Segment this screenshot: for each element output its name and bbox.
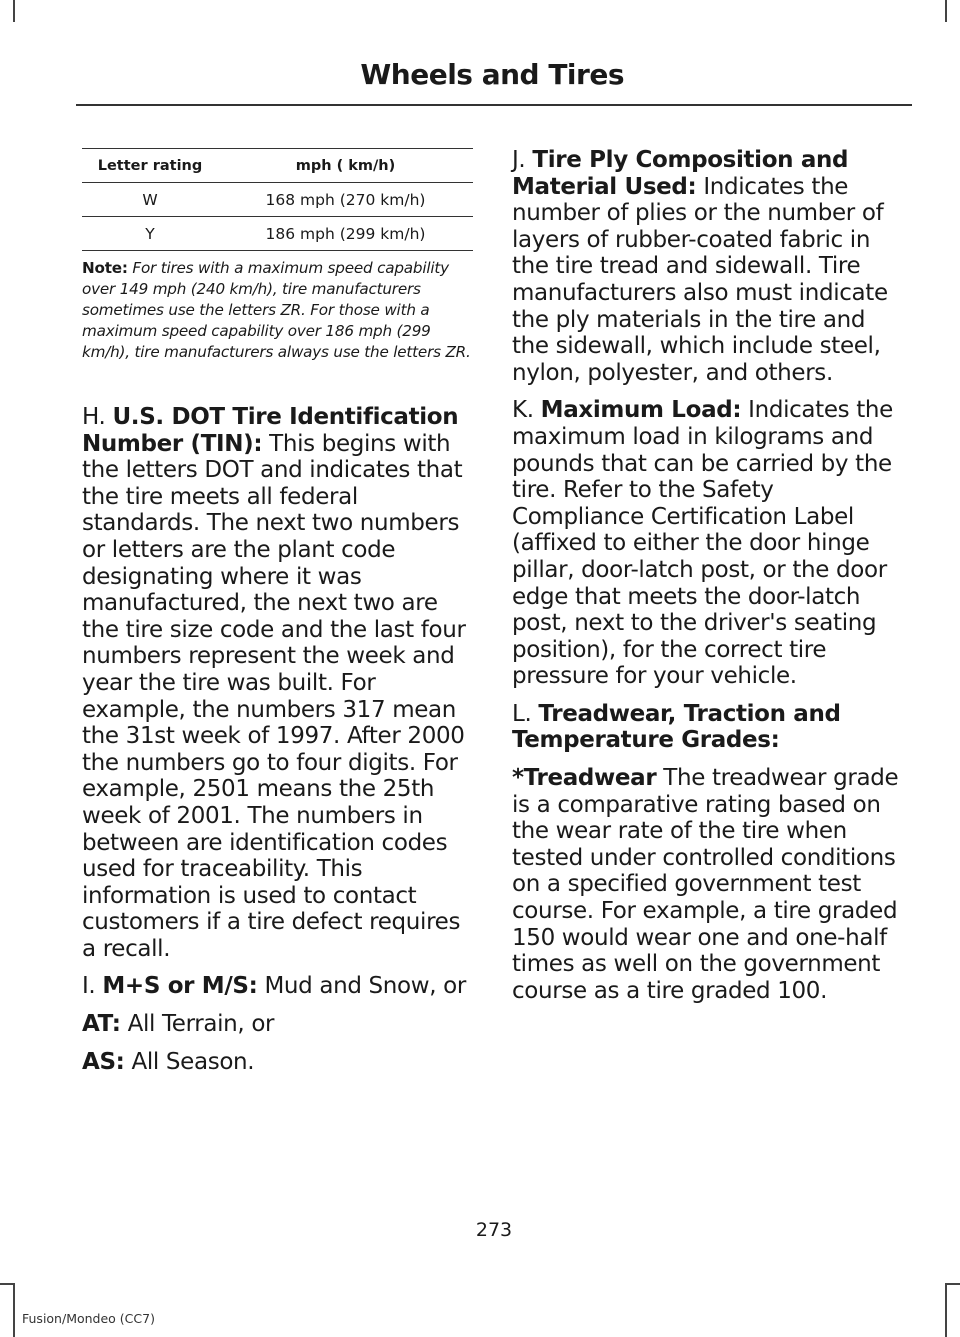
table-cell-speed: 168 mph (270 km/h) (218, 183, 473, 217)
term-mud-snow: M+S or M/S: (102, 973, 258, 1000)
item-prefix-j: J. (512, 147, 526, 173)
table-header-letter-rating: Letter rating (82, 149, 218, 183)
crop-mark-top-right (945, 0, 947, 22)
paragraph-at (82, 1011, 476, 1038)
note-label: Note: (82, 259, 128, 277)
table-cell-letter: W (82, 183, 218, 217)
crop-mark-bottom-left-vertical (13, 1283, 15, 1337)
section-title: Wheels and Tires (360, 58, 624, 91)
left-column (82, 404, 476, 1086)
paragraph-j (512, 147, 908, 386)
table-header-speed: mph ( km/h) (218, 149, 473, 183)
table-cell-letter: Y (82, 217, 218, 251)
page-number: 273 (475, 1219, 513, 1241)
text-ply-composition: Indicates the number of plies or the number of layers of rubber-coated fabric in the tire tread and sidewall. Tire manufacturers also must indicate the ply materials in the tire and the sidewall, which include steel, nylon, polyester, and others. (512, 173, 888, 386)
crop-mark-bottom-right-horizontal (945, 1283, 960, 1285)
term-maximum-load: Maximum Load: (540, 397, 742, 424)
table-cell-speed: 186 mph (299 km/h) (218, 217, 473, 251)
text-tin: This begins with the letters DOT and indicates that the tire meets all federal standards. The next two numbers or letters are the plant code designating where it was manufactured, the next two are the tire size code and the last four numbers represent the week and year the tire was built. For example, the numbers 317 mean the 31st week of 1997. After 2000 the numbers go to four digits. For example, 2501 means the 25th week of 2001. The numbers in between are identification codes used for traceability. This information is used to contact customers if a tire defect requires a recall. (82, 430, 466, 962)
text-all-season: All Season. (131, 1048, 255, 1075)
item-prefix-l: L. (512, 700, 532, 727)
text-all-terrain: All Terrain, or (127, 1011, 275, 1038)
paragraph-treadwear (512, 765, 908, 1004)
term-ply-composition: Tire Ply Composition and Material Used: (512, 147, 849, 200)
paragraph-l (512, 701, 908, 754)
speed-rating-table (82, 148, 473, 251)
item-prefix-h: H. (82, 404, 106, 430)
table-row (82, 217, 473, 251)
crop-mark-bottom-right-vertical (945, 1283, 947, 1337)
term-utqg: Treadwear, Traction and Temperature Grades: (512, 700, 841, 754)
paragraph-h (82, 404, 476, 962)
paragraph-as (82, 1049, 476, 1076)
crop-mark-top-left (13, 0, 15, 22)
note-text: For tires with a maximum speed capability over 149 mph (240 km/h), tire manufacturers sometimes use the letters ZR. For those with a maximum speed capability over 186 mph (299 km/h), tire manufacturers always use the letters ZR. (82, 259, 471, 361)
text-maximum-load: Indicates the maximum load in kilograms and pounds that can be carried by the tire. Refer to the Safety Compliance Certification Label (affixed to either the door hinge pillar, door-latch post, or the door edge that meets the door-latch post, next to the driver's seating position), for the correct tire pressure for your vehicle. (512, 397, 893, 690)
term-treadwear: *Treadwear (512, 765, 657, 792)
speed-note (82, 258, 476, 363)
right-column (512, 147, 908, 1015)
footer-model: Fusion/Mondeo (CC7) (22, 1311, 155, 1326)
item-prefix-i: I. (82, 973, 96, 1000)
paragraph-i (82, 973, 476, 1000)
term-all-season: AS: (82, 1048, 125, 1075)
crop-mark-bottom-left-horizontal (0, 1283, 15, 1285)
text-mud-snow: Mud and Snow, or (264, 973, 466, 1000)
table-header-row (82, 149, 473, 183)
term-all-terrain: AT: (82, 1011, 121, 1038)
paragraph-k (512, 397, 908, 690)
table-row (82, 183, 473, 217)
item-prefix-k: K. (512, 397, 534, 424)
text-treadwear: The treadwear grade is a comparative rating based on the wear rate of the tire when tested under controlled conditions on a specified government test course. For example, a tire graded 150 would wear one and one-half times as well on the government course as a tire graded 100. (512, 765, 899, 1004)
header-rule (76, 104, 912, 106)
term-tin: U.S. DOT Tire Identification Number (TIN): (82, 404, 459, 457)
